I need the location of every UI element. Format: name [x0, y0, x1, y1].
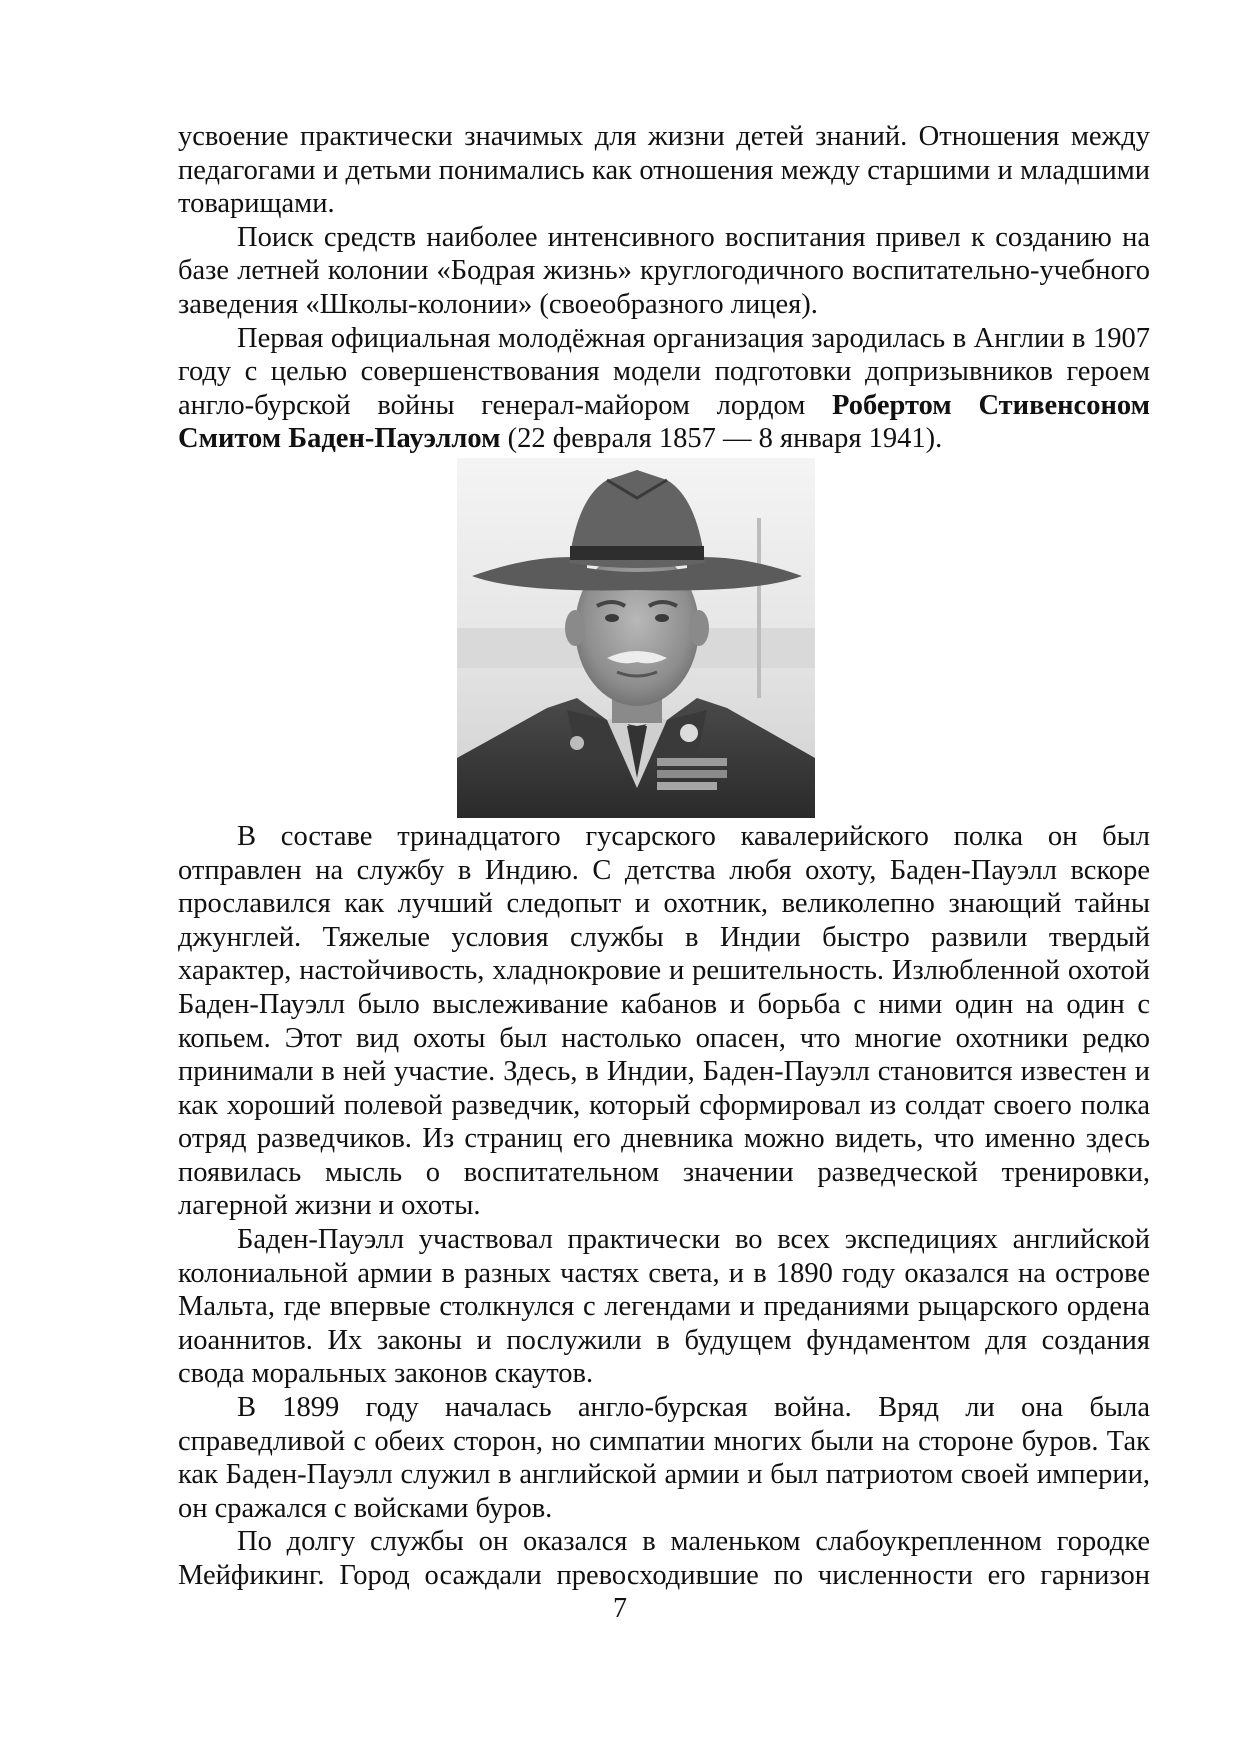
paragraph-2: Поиск средств наиболее интенсивного воспитания привел к созданию на базе летней колонии «Бодрая жизнь» круглогодичного воспитательно-учебного заведения «Школы-колонии» (своеобразного лицея).	[178, 221, 1150, 320]
page-number: 7	[613, 1593, 627, 1624]
paragraph-4: В составе тринадцатого гусарского кавалерийского полка он был отправлен на службу в Индию. С детства любя охоту, Баден-Пауэлл вскоре прославился как лучший следопыт и охотник, великолепно знающий тайны джунглей. Тяжелые условия службы в Индии быстро развили твердый характер, настойчивость, хладнокровие и решительность. Излюбленной охотой Баден-Пауэлл было выслеживание кабанов и борьба с ними один на один с копьем. Этот вид охоты был настолько опасен, что многие охотники редко принимали в ней участие. Здесь, в Индии, Баден-Пауэлл становится известен и как хороший полевой разведчик, который сформировал из солдат своего полка отряд разведчиков. Из страниц его дневника можно видеть, что именно здесь появилась мысль о воспитательном значении разведческой тренировки, лагерной жизни и охоты.	[178, 820, 1150, 1222]
paragraph-7: По долгу службы он оказался в маленьком слабоукрепленном городке Мейфикинг. Город осаждали превосходившие по численности его гарнизон	[178, 1526, 1150, 1591]
paragraph-1: усвоение практически значимых для жизни детей знаний. Отношения между педагогами и детьми понимались как отношения между старшими и младшими товарищами.	[178, 121, 1150, 220]
paragraph-3-text: Первая официальная молодёжная организация зародилась в Англии в 1907 году с целью совершенствования модели подготовки допризывников героем англо-бурской войны генерал-майором лордом	[178, 322, 1150, 421]
page-body	[178, 120, 1150, 1593]
paragraph-3	[178, 322, 1150, 456]
photo-container	[178, 458, 1150, 818]
paragraph-3-dates: (22 февраля 1857 — 8 января 1941).	[500, 423, 943, 455]
paragraph-5: Баден-Пауэлл участвовал практически во всех экспедициях английской колониальной армии в разных частях света, и в 1890 году оказался на острове Мальта, где впервые столкнулся с легендами и преданиями рыцарского ордена иоаннитов. Их законы и послужили в будущем фундаментом для создания свода моральных законов скаутов.	[178, 1224, 1150, 1390]
paragraph-6: В 1899 году началась англо-бурская война. Вряд ли она была справедливой с обеих сторон, но симпатии многих были на стороне буров. Так как Баден-Пауэлл служил в английской армии и был патриотом своей империи, он сражался с войсками буров.	[178, 1392, 1150, 1524]
portrait-photo	[457, 458, 815, 818]
paragraph-3-bold-name: Робертом Стивенсоном Смитом Баден-Пауэллом	[178, 389, 1150, 455]
